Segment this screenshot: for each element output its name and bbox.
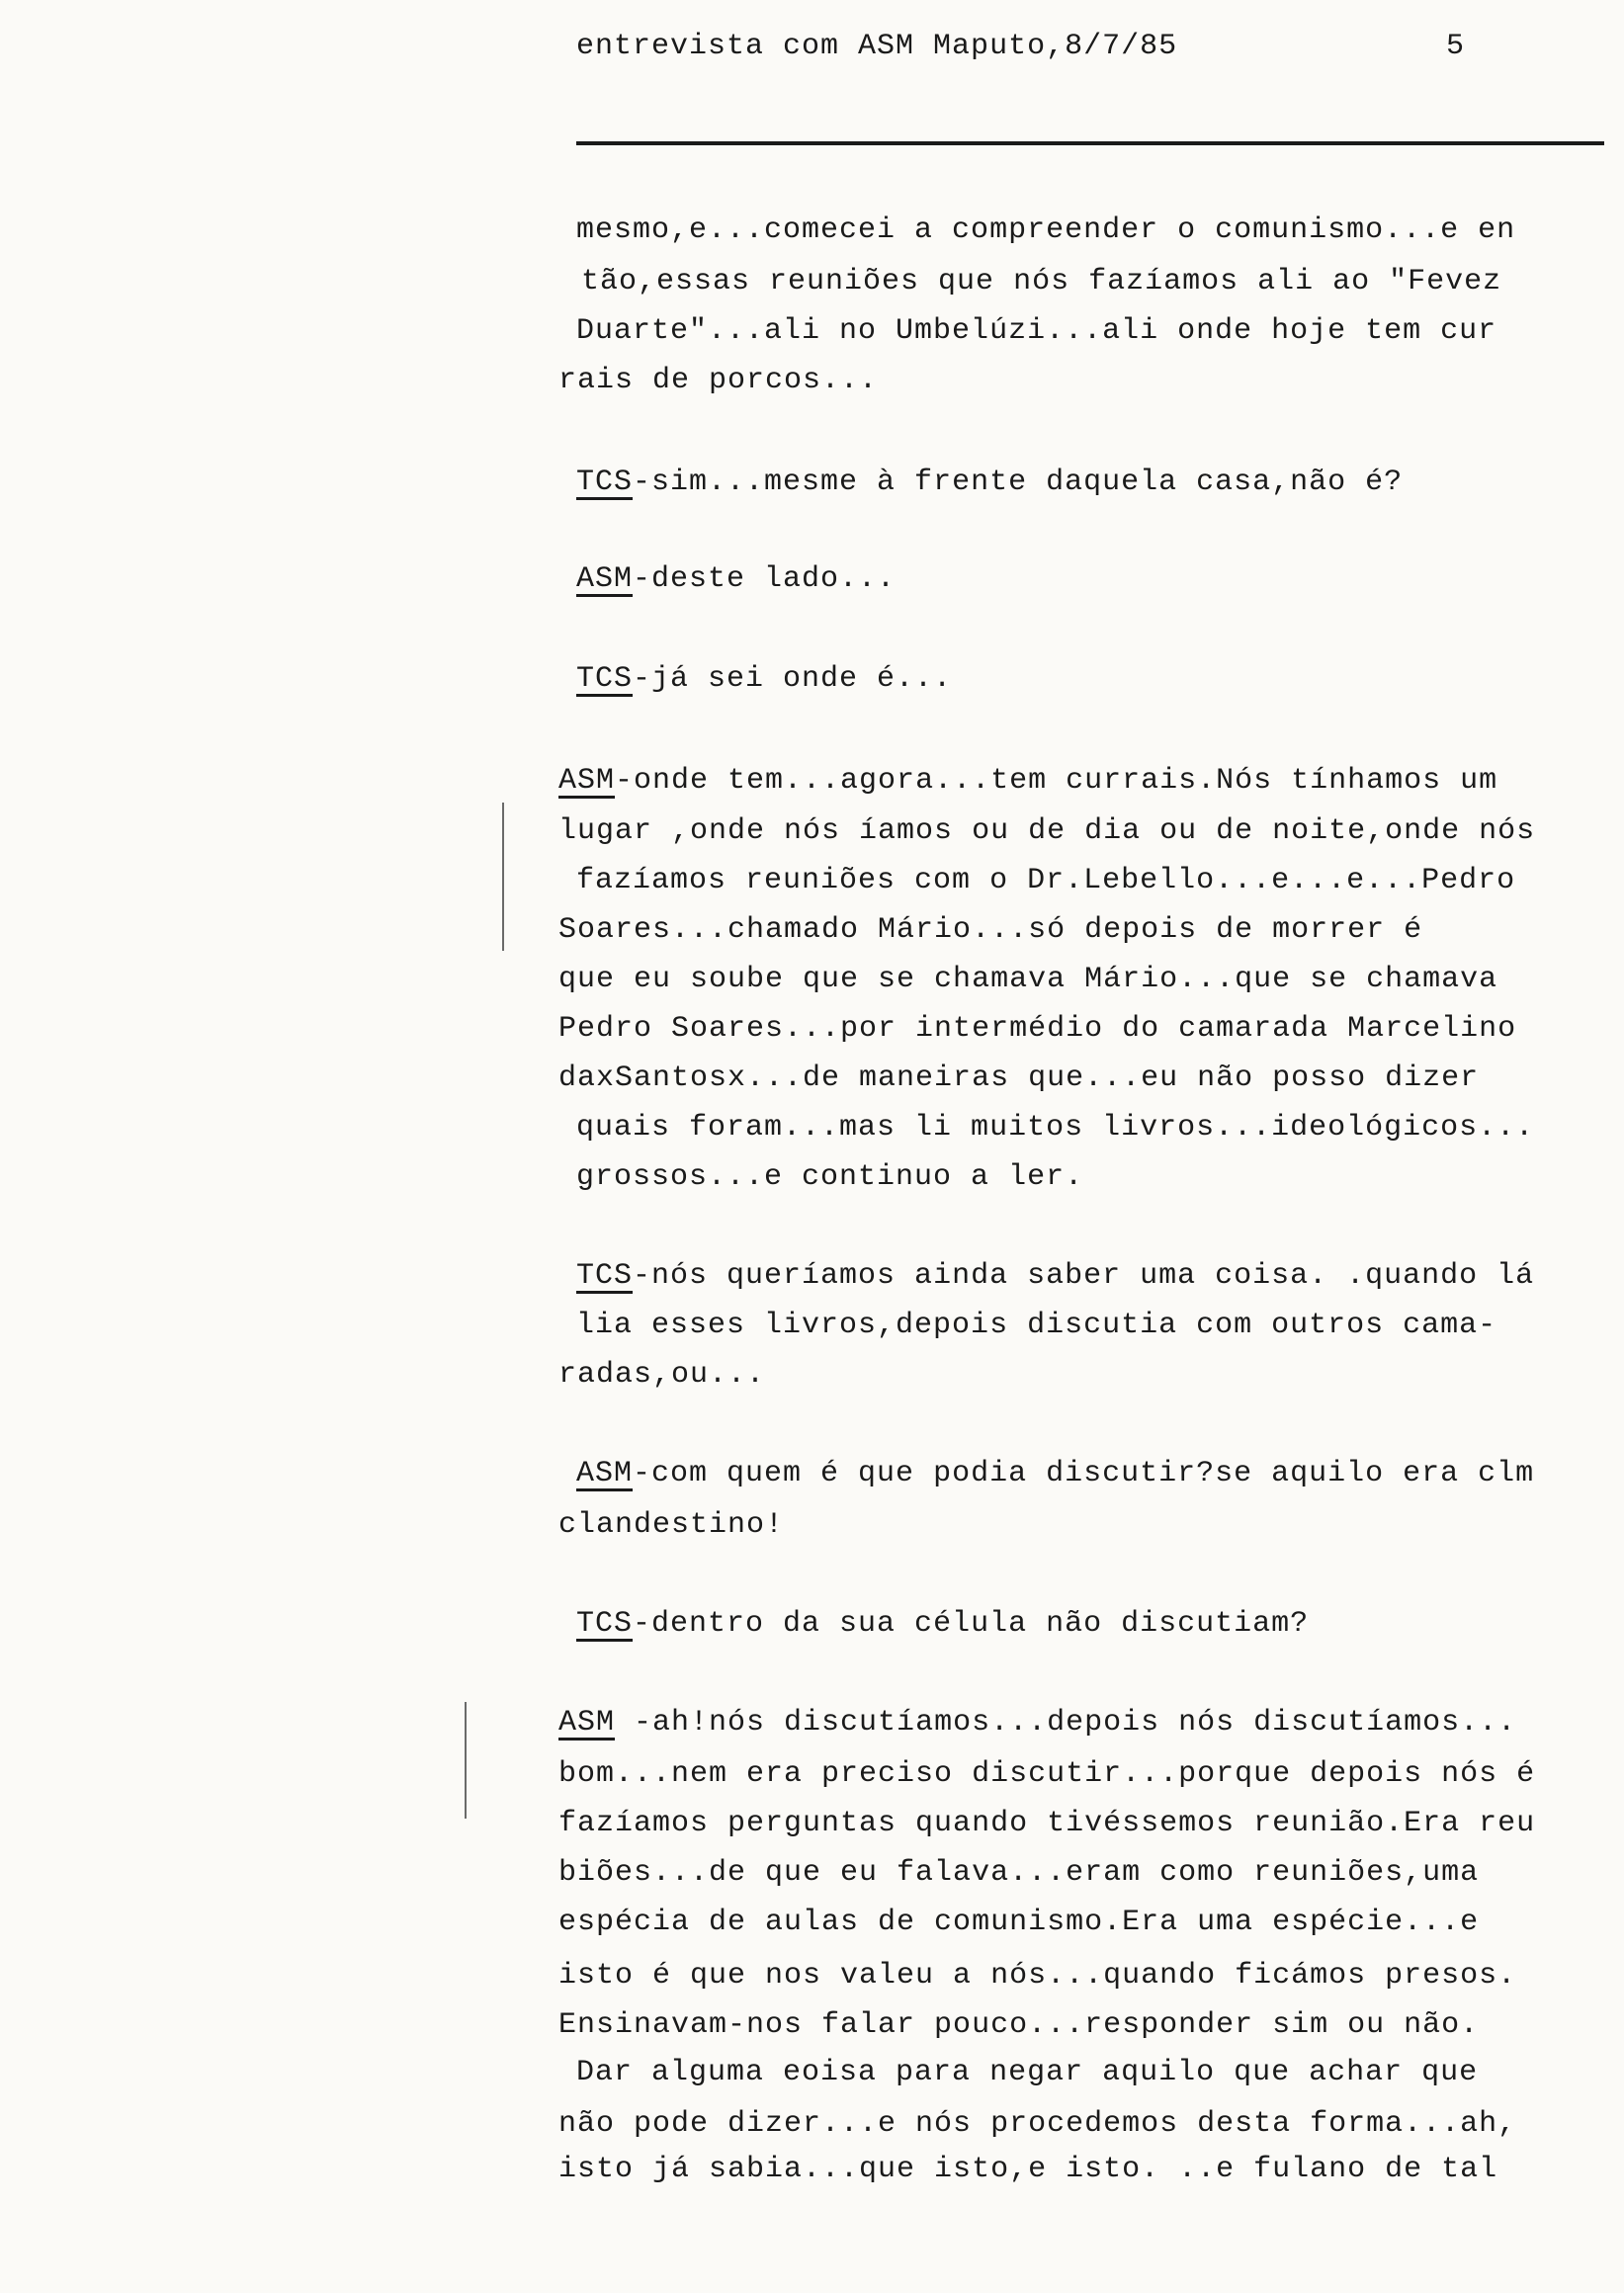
paragraph-line: não pode dizer...e nós procedemos desta forma...ah,	[558, 2107, 1517, 2141]
paragraph-line: lugar ,onde nós íamos ou de dia ou de noite,onde nós	[558, 814, 1536, 848]
dialogue-line	[576, 664, 952, 694]
dialogue-text: -já sei onde é...	[633, 662, 953, 696]
dialogue-line	[576, 1609, 1309, 1639]
paragraph-line: biões...de que eu falava...eram como reuniões,uma	[558, 1856, 1480, 1890]
margin-mark	[502, 803, 504, 951]
dialogue-line	[576, 1261, 1534, 1291]
dialogue-text: -deste lado...	[633, 562, 897, 596]
dialogue-text: -dentro da sua célula não discutiam?	[633, 1607, 1310, 1641]
paragraph-line: tão,essas reuniões que nós fazíamos ali ao "Fevez	[581, 265, 1502, 298]
dialogue-line	[558, 766, 1497, 796]
paragraph-line: isto é que nos valeu a nós...quando ficámos presos.	[558, 1959, 1517, 1993]
speaker-label: ASM	[558, 764, 616, 798]
paragraph-line: fazíamos perguntas quando tivéssemos reunião.Era reu	[558, 1807, 1536, 1840]
dialogue-line	[576, 564, 896, 594]
paragraph-line: que eu soube que se chamava Mário...que se chamava	[558, 963, 1498, 996]
dialogue-text: -nós queríamos ainda saber uma coisa. .quando lá	[633, 1259, 1535, 1293]
paragraph-line: lia esses livros,depois discutia com outros cama-	[576, 1309, 1497, 1342]
dialogue-text: -onde tem...agora...tem currais.Nós tínhamos um	[615, 764, 1498, 798]
paragraph-line: grossos...e continuo a ler.	[576, 1160, 1084, 1194]
dialogue-text: -ah!nós discutíamos...depois nós discutíamos...	[615, 1706, 1517, 1740]
paragraph-line: espécia de aulas de comunismo.Era uma espécie...e	[558, 1906, 1480, 1939]
paragraph-line: radas,ou...	[558, 1358, 766, 1392]
dialogue-text: -sim...mesme à frente daquela casa,não é?	[633, 466, 1404, 499]
dialogue-line	[558, 1708, 1516, 1738]
dialogue-text: -com quem é que podia discutir?se aquilo era clm	[633, 1457, 1535, 1490]
speaker-label: ASM	[576, 1457, 634, 1490]
speaker-label: TCS	[576, 662, 634, 696]
paragraph-line: Pedro Soares...por intermédio do camarada Marcelino	[558, 1012, 1517, 1046]
paragraph-line: fazíamos reuniões com o Dr.Lebello...e...e...Pedro	[576, 864, 1516, 897]
paragraph-line: Duarte"...ali no Umbelúzi...ali onde hoje tem cur	[576, 314, 1497, 348]
paragraph-line: Ensinavam-nos falar pouco...responder sim ou não.	[558, 2008, 1480, 2042]
paragraph-line: bom...nem era preciso discutir...porque depois nós é	[558, 1757, 1536, 1791]
speaker-label: ASM	[576, 562, 634, 596]
speaker-label: TCS	[576, 1607, 634, 1641]
paragraph-line: mesmo,e...comecei a compreender o comunismo...e en	[576, 213, 1516, 247]
speaker-label: ASM	[558, 1706, 616, 1740]
paragraph-line: Dar alguma eoisa para negar aquilo que achar que	[576, 2056, 1479, 2089]
header-divider	[576, 141, 1604, 145]
page-number: 5	[1446, 30, 1466, 63]
paragraph-line: Soares...chamado Mário...só depois de morrer é	[558, 913, 1423, 947]
paragraph-line: isto já sabia...que isto,e isto. ..e fulano de tal	[558, 2153, 1498, 2186]
dialogue-line	[576, 1459, 1534, 1488]
speaker-label: TCS	[576, 466, 634, 499]
paragraph-line: rais de porcos...	[558, 364, 879, 397]
margin-mark	[465, 1702, 467, 1819]
paragraph-line: clandestino!	[558, 1508, 785, 1542]
paragraph-line: daxSantosx...de maneiras que...eu não posso dizer	[558, 1062, 1480, 1095]
paragraph-line: quais foram...mas li muitos livros...ideológicos...	[576, 1111, 1535, 1145]
speaker-label: TCS	[576, 1259, 634, 1293]
dialogue-line	[576, 467, 1403, 497]
document-header-title: entrevista com ASM Maputo,8/7/85	[576, 30, 1178, 63]
